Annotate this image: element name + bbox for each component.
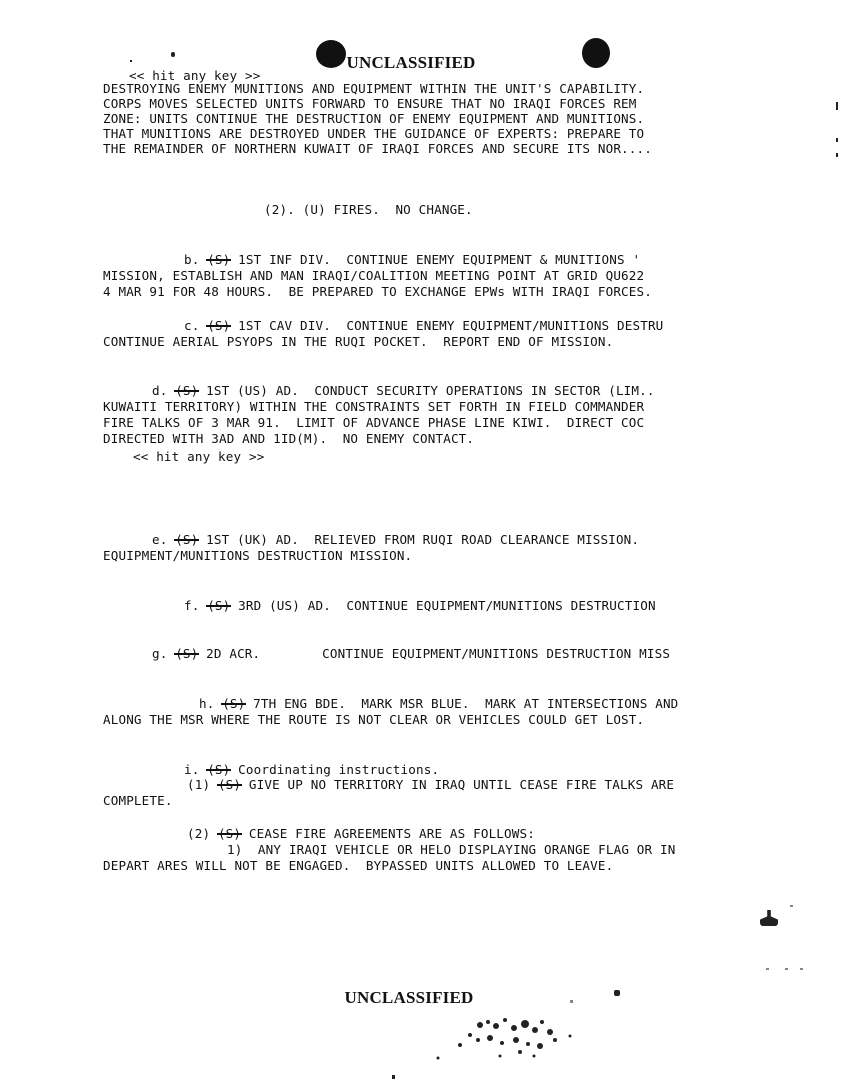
paragraph-letter: e. (152, 532, 168, 547)
classification-strike-mark: (S) (217, 777, 242, 792)
item-line: CEASE FIRE AGREEMENTS ARE AS FOLLOWS: (248, 826, 535, 841)
item-line: DEPART ARES WILL NOT BE ENGAGED. BYPASSED UNITS ALLOWED TO LEAVE. (103, 858, 614, 873)
classification-strike-mark: (S) (207, 252, 231, 267)
paragraph-line: 7TH ENG BDE. MARK MSR BLUE. MARK AT INTERSECTIONS AND (253, 696, 679, 711)
speck-mark (760, 910, 778, 926)
classification-strike-mark: (S) (175, 532, 199, 547)
speck-mark (836, 138, 838, 142)
item-number: (1) (187, 777, 211, 792)
paragraph-line: CONTINUE AERIAL PSYOPS IN THE RUQI POCKET. REPORT END OF MISSION. (103, 334, 614, 349)
item-line: 1) ANY IRAQI VEHICLE OR HELO DISPLAYING ORANGE FLAG OR IN (227, 842, 676, 857)
coordinating-item-2 (187, 826, 535, 841)
classification-strike-mark: (S) (222, 696, 246, 711)
paragraph-b (184, 252, 640, 267)
classification-strike-mark: (S) (207, 598, 231, 613)
paragraph-letter: c. (184, 318, 200, 333)
coordinating-title-text: Coordinating instructions. (238, 762, 440, 777)
paragraph-d (152, 383, 655, 398)
paragraph-line: ALONG THE MSR WHERE THE ROUTE IS NOT CLEAR OR VEHICLES COULD GET LOST. (103, 712, 645, 727)
paragraph-letter: d. (152, 383, 168, 398)
hit-key-prompt-top: << hit any key >> (129, 68, 261, 83)
paragraph-g (152, 646, 670, 661)
paragraph-line: KUWAITI TERRITORY) WITHIN THE CONSTRAINTS SET FORTH IN FIELD COMMANDER (103, 399, 645, 414)
paragraph-line: MISSION, ESTABLISH AND MAN IRAQI/COALITION MEETING POINT AT GRID QU622 (103, 268, 645, 283)
intro-line: ZONE: UNITS CONTINUE THE DESTRUCTION OF ENEMY EQUIPMENT AND MUNITIONS. (103, 111, 645, 126)
item-number: (2) (187, 826, 211, 841)
speck-mark (171, 52, 175, 57)
item-line: COMPLETE. (103, 793, 173, 808)
hit-key-prompt-middle: << hit any key >> (133, 449, 265, 464)
paragraph-e (152, 532, 639, 547)
paragraph-letter: g. (152, 646, 168, 661)
classification-strike-mark: (S) (207, 318, 231, 333)
coordinating-title (184, 762, 439, 777)
intro-line: THE REMAINDER OF NORTHERN KUWAIT OF IRAQI FORCES AND SECURE ITS NOR.... (103, 141, 652, 156)
coordinating-item-1 (187, 777, 674, 792)
ink-smudge (430, 1010, 580, 1070)
paragraph-h (199, 696, 678, 711)
classification-strike-mark: (S) (217, 826, 242, 841)
paragraph-line: DIRECTED WITH 3AD AND 1ID(M). NO ENEMY CONTACT. (103, 431, 475, 446)
speck-mark (790, 905, 793, 907)
ink-blot-left (316, 40, 346, 68)
classification-strike-mark: (S) (175, 646, 199, 661)
paragraph-c (184, 318, 663, 333)
paragraph-line: 1ST (UK) AD. RELIEVED FROM RUQI ROAD CLEARANCE MISSION. (206, 532, 640, 547)
classification-strike-mark: (S) (207, 762, 231, 777)
paragraph-line: FIRE TALKS OF 3 MAR 91. LIMIT OF ADVANCE PHASE LINE KIWI. DIRECT COC (103, 415, 645, 430)
paragraph-letter: h. (199, 696, 215, 711)
paragraph-line: 2D ACR. CONTINUE EQUIPMENT/MUNITIONS DESTRUCTION MISS (206, 646, 671, 661)
speck-mark (766, 968, 769, 970)
paragraph-line: EQUIPMENT/MUNITIONS DESTRUCTION MISSION. (103, 548, 413, 563)
item-line: GIVE UP NO TERRITORY IN IRAQ UNTIL CEASE FIRE TALKS ARE (248, 777, 675, 792)
speck-mark (614, 990, 620, 996)
intro-line: CORPS MOVES SELECTED UNITS FORWARD TO ENSURE THAT NO IRAQI FORCES REM (103, 96, 637, 111)
ink-blot-right (582, 38, 610, 68)
paragraph-line: 1ST CAV DIV. CONTINUE ENEMY EQUIPMENT/MUNITIONS DESTRU (238, 318, 664, 333)
classification-bottom: UNCLASSIFIED (344, 988, 474, 1007)
speck-mark (392, 1075, 395, 1079)
paragraph-letter: i. (184, 762, 200, 777)
speck-mark (785, 968, 788, 970)
paragraph-letter: f. (184, 598, 200, 613)
speck-mark (836, 102, 838, 110)
paragraph-f (184, 598, 656, 613)
speck-mark (570, 1000, 573, 1003)
paragraph-line: 1ST (US) AD. CONDUCT SECURITY OPERATIONS IN SECTOR (LIM.. (206, 383, 655, 398)
classification-top: UNCLASSIFIED (346, 53, 476, 72)
speck-mark (836, 153, 838, 157)
speck-mark (130, 60, 132, 62)
speck-mark (800, 968, 803, 970)
classification-strike-mark: (S) (175, 383, 199, 398)
paragraph-line: 3RD (US) AD. CONTINUE EQUIPMENT/MUNITIONS DESTRUCTION (238, 598, 656, 613)
paragraph-line: 4 MAR 91 FOR 48 HOURS. BE PREPARED TO EXCHANGE EPWs WITH IRAQI FORCES. (103, 284, 652, 299)
fires-line: (2). (U) FIRES. NO CHANGE. (264, 202, 473, 217)
intro-line: THAT MUNITIONS ARE DESTROYED UNDER THE GUIDANCE OF EXPERTS: PREPARE TO (103, 126, 645, 141)
paragraph-line: 1ST INF DIV. CONTINUE ENEMY EQUIPMENT & MUNITIONS ' (238, 252, 641, 267)
intro-line: DESTROYING ENEMY MUNITIONS AND EQUIPMENT WITHIN THE UNIT'S CAPABILITY. (103, 81, 645, 96)
paragraph-letter: b. (184, 252, 200, 267)
